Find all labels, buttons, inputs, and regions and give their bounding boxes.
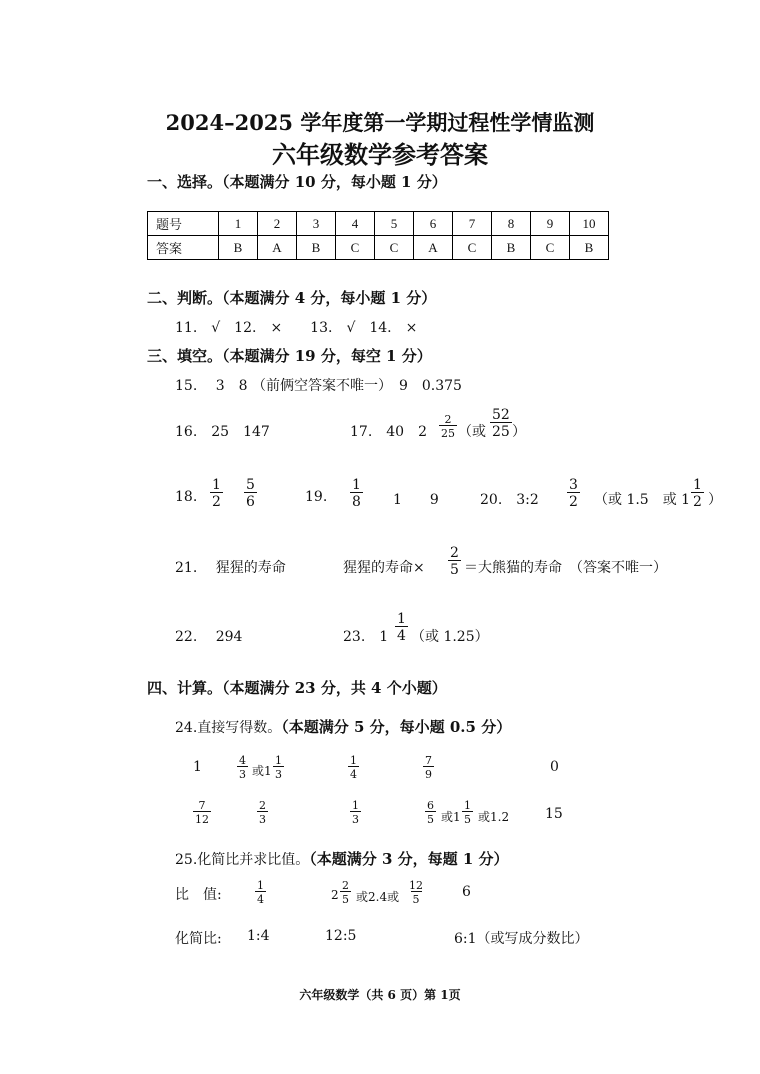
ratio-value-2-or: 或2.4或 [356,890,400,904]
q24-r1-b-or: 或1 [252,764,272,778]
table-cell: 7 [453,212,492,236]
q24-r2-b-fraction: $\frac{2}{3}$ [259,799,266,826]
q24-r1-a: 1 [193,759,202,775]
table-cell: 5 [375,212,414,236]
page-footer: 六年级数学（共 6 页）第 1页 [299,988,461,1002]
answer-table [147,211,609,260]
table-cell: C [453,236,492,260]
q24-r1-b-fraction-2: $\frac{1}{3}$ [275,754,282,781]
ratio-value-3: 6 [462,884,471,900]
q17-fraction: $\frac{2}{25}$ [441,413,455,440]
table-cell: 10 [570,212,609,236]
ratio-value-2-fraction: $\frac{2}{5}$ [342,879,349,906]
simplified-ratio-1: 1:4 [247,928,270,944]
document-title: 2024–2025 学年度第一学期过程性学情监测 [165,110,595,135]
table-cell: B [570,236,609,260]
table-cell: 8 [492,212,531,236]
q18-fraction-2: $\frac{5}{6}$ [246,477,255,510]
judgement-answers: 11. √ 12. × 13. √ 14. × [175,320,418,336]
q24-title: 24.直接写得数。 [175,720,282,736]
simplified-ratio-label: 化简比: [175,931,222,947]
row-label-answer: 答案 [148,236,219,260]
q20-alt-fraction: $\frac{1}{2}$ [693,477,702,510]
table-cell: 1 [219,212,258,236]
section-1-heading: 一、选择。（本题满分 10 分，每小题 1 分） [147,173,447,191]
table-cell: 3 [297,212,336,236]
q24-r1-b-fraction: $\frac{4}{3}$ [239,754,246,781]
table-row [148,212,609,236]
ratio-value-2-whole: 2 [331,888,339,902]
q18-label: 18. [175,489,198,505]
simplified-ratio-3: 6:1（或写成分数比） [454,931,589,947]
table-cell: C [375,236,414,260]
q24-r2-e: 15 [545,806,563,822]
q24-r2-d-or: 或1 [441,810,461,824]
q24-r1-e: 0 [550,759,559,775]
q19-label: 19. [305,489,328,505]
ratio-value-1-fraction: $\frac{1}{4}$ [257,879,264,906]
q19-fraction: $\frac{1}{8}$ [352,477,361,510]
table-cell: C [531,236,570,260]
q24-score: （本题满分 5 分，每小题 0.5 分） [281,718,512,736]
q24-r2-c-fraction: $\frac{1}{3}$ [352,799,359,826]
table-cell: B [219,236,258,260]
ratio-value-label: 比 值: [175,887,222,903]
q24-heading [175,716,511,737]
q25-score: （本题满分 3 分，每题 1 分） [309,850,509,868]
q20-fraction: $\frac{3}{2}$ [569,477,578,510]
q21-fraction: $\frac{2}{5}$ [450,545,459,578]
q24-r2-a-fraction: $\frac{7}{12}$ [195,799,209,826]
q24-r2-d-fraction-2: $\frac{1}{5}$ [464,799,471,826]
table-cell: 4 [336,212,375,236]
q23-fraction: $\frac{1}{4}$ [397,611,406,644]
q24-r1-c-fraction: $\frac{1}{4}$ [350,754,357,781]
section-4-heading: 四、计算。（本题满分 23 分，共 4 个小题） [147,679,447,697]
table-cell: C [336,236,375,260]
q15-answer: 15. 3 8 （前俩空答案不唯一） 9 0.375 [175,378,462,394]
q18-fraction-1: $\frac{1}{2}$ [212,477,221,510]
table-cell: 9 [531,212,570,236]
q24-r2-d-fraction: $\frac{6}{5}$ [427,799,434,826]
q21-answer-1: 21. 猩猩的寿命 [175,560,286,576]
section-2-heading: 二、判断。（本题满分 4 分，每小题 1 分） [147,289,437,307]
q21-answer-3: ＝大熊猫的寿命 （答案不唯一） [464,560,667,576]
table-cell: A [414,236,453,260]
q21-answer-2: 猩猩的寿命× [343,560,425,576]
row-label-question: 题号 [148,212,219,236]
q16-answer: 16. 25 147 [175,424,270,440]
q25-heading [175,848,509,869]
table-cell: B [492,236,531,260]
q23-answer: 23. 1 [343,629,389,645]
q22-answer: 22. 294 [175,629,243,645]
q25-title: 25.化简比并求比值。 [175,852,310,868]
table-cell: 6 [414,212,453,236]
section-3-heading: 三、填空。（本题满分 19 分，每空 1 分） [147,347,432,365]
q20-alt-close: ） [708,492,722,508]
table-cell: 2 [258,212,297,236]
simplified-ratio-2: 12:5 [325,928,357,944]
q20-alt: （或 1.5 或 1 [594,492,691,508]
table-row [148,236,609,260]
ratio-value-2-fraction-2: $\frac{12}{5}$ [409,879,423,906]
q23-alt: （或 1.25） [411,629,489,645]
q17-alt-fraction: $\frac{52}{25}$ [492,407,510,440]
q17-alt-close: ） [512,424,526,440]
q17-alt-open: （或 [458,424,486,440]
table-cell: B [297,236,336,260]
document-subtitle: 六年级数学参考答案 [272,140,488,169]
q17-answer: 17. 40 2 [350,424,427,440]
table-cell: A [258,236,297,260]
q24-r2-d-or-2: 或1.2 [478,810,510,824]
q19-answers: 1 9 [393,492,439,508]
q24-r1-d-fraction: $\frac{7}{9}$ [425,754,432,781]
q20-answer: 20. 3:2 [480,492,539,508]
